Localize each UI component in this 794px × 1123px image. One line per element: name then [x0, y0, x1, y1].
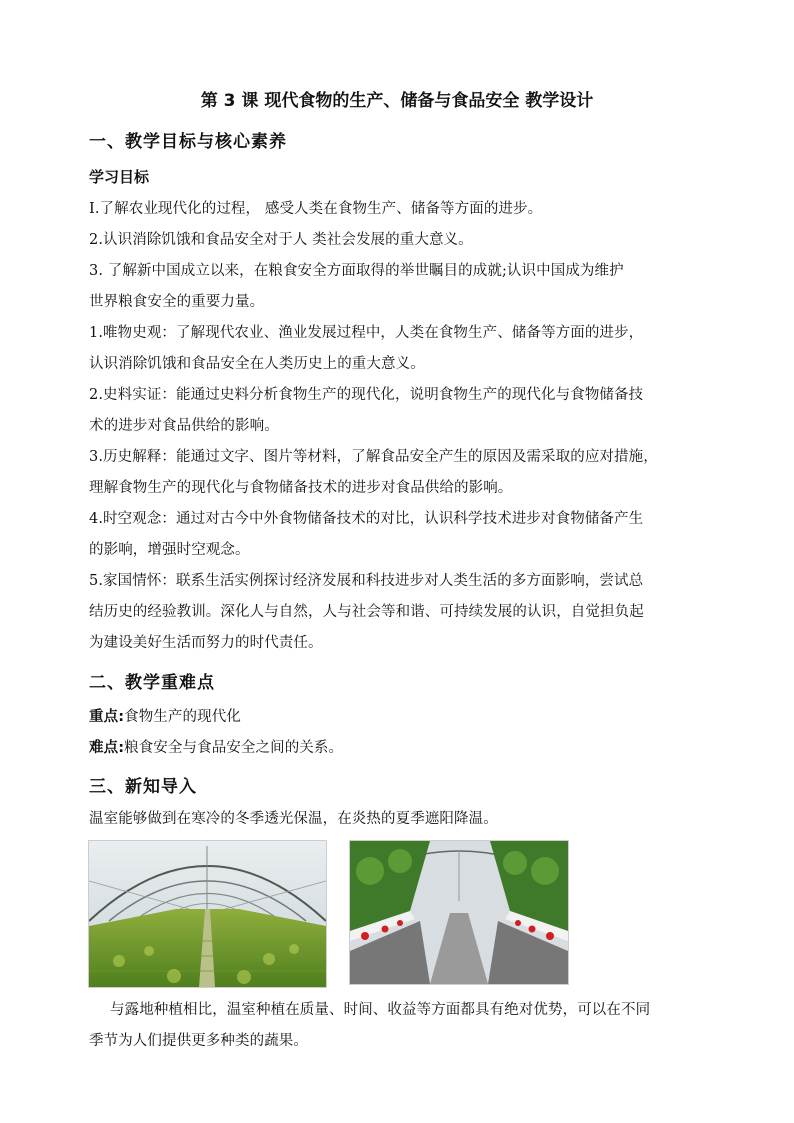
key-point-line: [89, 705, 241, 726]
difficulty-label: 难点:: [89, 740, 125, 756]
literacy-line: 结历史的经验教训。深化人与自然，人与社会等和谐、可持续发展的认识，自觉担负起: [89, 604, 644, 620]
conclusion-line-2: 季节为人们提供更多种类的蔬果。: [89, 1033, 308, 1049]
intro-text: 温室能够做到在寒冷的冬季透光保温，在炎热的夏季遮阳降温。: [89, 811, 498, 827]
literacy-line: 认识消除饥饿和食品安全在人类历史上的重大意义。: [89, 356, 425, 372]
goal-line: 3. 了解新中国成立以来，在粮食安全方面取得的举世瞩目的成就;认识中国成为维护: [89, 263, 624, 279]
literacy-line: 1.唯物史观：了解现代农业、渔业发展过程中，人类在食物生产、储备等方面的进步，: [89, 325, 644, 341]
greenhouse-lettuce-photo: [88, 840, 327, 988]
goal-line: 世界粮食安全的重要力量。: [89, 294, 265, 310]
goal-line: 2.认识消除饥饿和食品安全对于人 类社会发展的重大意义。: [89, 232, 473, 248]
literacy-line: 2.史料实证：能通过史料分析食物生产的现代化，说明食物生产的现代化与食物储备技: [89, 387, 644, 403]
literacy-line: 的影响，增强时空观念。: [89, 542, 250, 558]
literacy-line: 术的进步对食品供给的影响。: [89, 418, 279, 434]
conclusion-line-1: 与露地种植相比，温室种植在质量、时间、收益等方面都具有绝对优势，可以在不同: [110, 1002, 651, 1018]
page-title: 第 3 课 现代食物的生产、储备与食品安全 教学设计: [200, 91, 594, 111]
key-point-label: 重点:: [89, 709, 125, 725]
difficulty-line: [89, 736, 343, 757]
section1-heading: 一、教学目标与核心素养: [89, 132, 287, 152]
section3-heading: 三、新知导入: [89, 777, 197, 797]
literacy-line: 3.历史解释：能通过文字、图片等材料，了解食品安全产生的原因及需采取的应对措施，: [89, 449, 658, 465]
key-point-text: 食物生产的现代化: [124, 709, 241, 725]
literacy-line: 5.家国情怀：联系生活实例探讨经济发展和科技进步对人类生活的多方面影响，尝试总: [89, 573, 644, 589]
section2-heading: 二、教学重难点: [89, 673, 215, 693]
learning-goals-heading: 学习目标: [89, 168, 150, 186]
literacy-line: 4.时空观念：通过对古今中外食物储备技术的对比，认识科学技术进步对食物储备产生: [89, 511, 644, 527]
goal-line: I.了解农业现代化的过程， 感受人类在食物生产、储备等方面的进步。: [89, 201, 543, 217]
difficulty-text: 粮食安全与食品安全之间的关系。: [124, 740, 344, 756]
greenhouse-strawberry-photo: [349, 840, 569, 985]
literacy-line: 理解食物生产的现代化与食物储备技术的进步对食品供给的影响。: [89, 480, 513, 496]
literacy-line: 为建设美好生活而努力的时代责任。: [89, 635, 323, 651]
